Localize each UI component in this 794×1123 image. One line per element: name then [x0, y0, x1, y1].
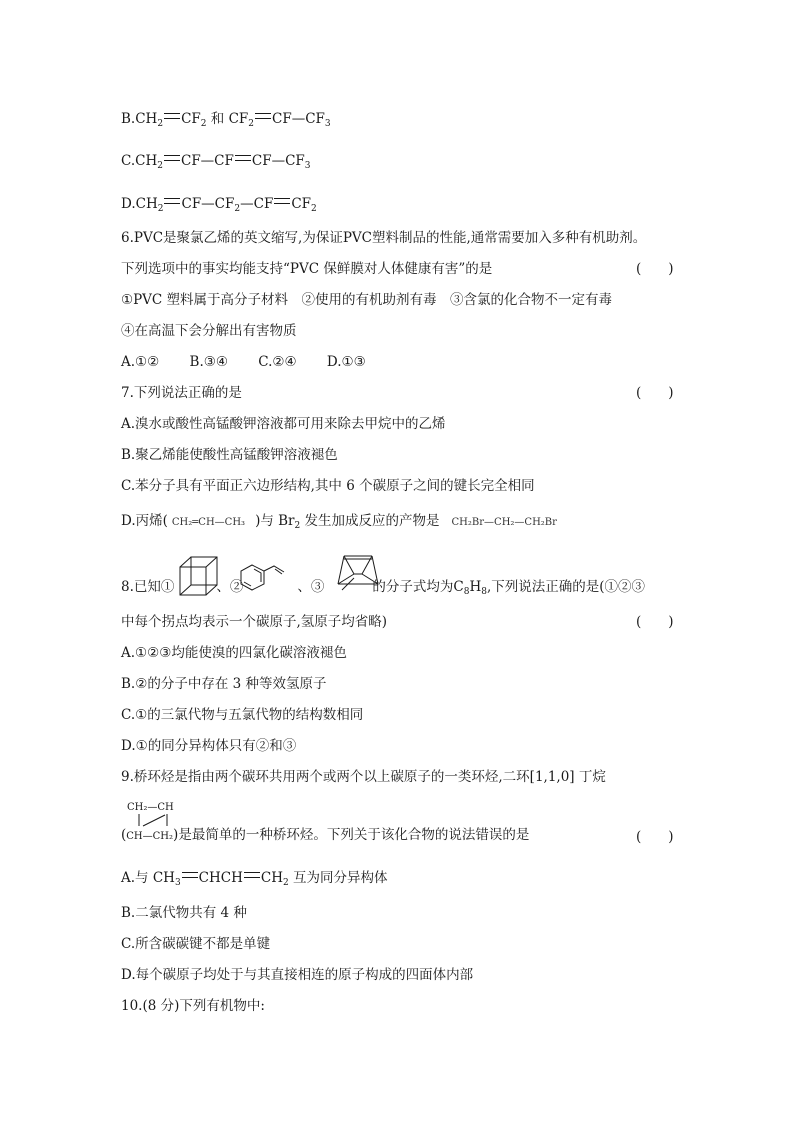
- q5-option-b: $B.CH_2$ $CF_2$ 和 $CF_2$ $CF—CF_3$: [121, 111, 331, 129]
- addition-product-formula: CH₂Br—CH₂—CH₂Br: [451, 517, 557, 528]
- q7-option-c: C.苯分子具有平面正六边形结构,其中 6 个碳原子之间的键长完全相同: [121, 478, 535, 494]
- q9-stem-line2: (CH—CH₂)是最简单的一种桥环烃。下列关于该化合物的说法错误的是: [121, 827, 530, 843]
- q8-answer-paren: ( ): [636, 614, 674, 630]
- q9-option-a: A.与 $CH_3$ CHCH $CH_2$ 互为同分异构体: [121, 870, 388, 888]
- q6-facts: ①PVC 塑料属于高分子材料 ②使用的有机助剂有毒 ③含氯的化合物不一定有毒: [121, 292, 613, 308]
- q6-answer-paren: ( ): [636, 261, 674, 277]
- q6-options: [121, 353, 392, 371]
- q8-stem-line2: 中每个拐点均表示一个碳原子,氢原子均省略): [121, 614, 388, 630]
- q9-stem-line1: 9.桥环烃是指由两个碳环共用两个或两个以上碳原子的一类环烃,二环[1,1,0] 丁烷: [121, 769, 606, 785]
- q10-stem: 10.(8 分)下列有机物中:: [121, 998, 265, 1014]
- q6-option-a: A.①②: [121, 354, 160, 370]
- styrene-structure: [240, 562, 296, 594]
- q8-option-b: B.②的分子中存在 3 种等效氢原子: [121, 676, 327, 692]
- q9-option-d: D.每个碳原子均处于与其直接相连的原子构成的四面体内部: [121, 967, 474, 983]
- q7-option-a: A.溴水或酸性高锰酸钾溶液都可用来除去甲烷中的乙烯: [121, 416, 446, 432]
- propene-formula: CH₂═CH—CH₃: [171, 517, 246, 528]
- q6-option-c: C.②④: [258, 354, 297, 370]
- q9-option-c: C.所含碳碳键不都是单键: [121, 936, 271, 952]
- q6-option-b: B.③④: [189, 354, 228, 370]
- q9-answer-paren: ( ): [636, 829, 674, 845]
- q7-answer-paren: ( ): [636, 385, 674, 401]
- q6-stem-line1: 6.PVC是聚氯乙烯的英文缩写,为保证PVC塑料制品的性能,通常需要加入多种有机助剂。: [121, 230, 647, 246]
- bicyclobutane-structure-top: CH₂—CH: [127, 802, 174, 813]
- q7-stem: 7.下列说法正确的是: [121, 385, 242, 401]
- bicyclobutane-bonds: [135, 813, 175, 827]
- q5-option-c: $C.CH_2$ CF—CF $CF—CF_3$: [121, 153, 311, 171]
- q6-stem-line2: 下列选项中的事实均能支持“PVC 保鲜膜对人体健康有害”的是: [121, 261, 493, 277]
- bicyclic-structure: [334, 550, 382, 596]
- q8-option-a: A.①②③均能使溴的四氯化碳溶液褪色: [121, 645, 347, 661]
- q7-option-d: D.丙烯( CH₂═CH—CH₃ )与 $Br_2$ 发生加成反应的产物是 CH₂Br—CH₂—CH₂Br: [121, 513, 557, 531]
- q6-option-d: D.①③: [326, 354, 366, 370]
- q7-option-b: B.聚乙烯能使酸性高锰酸钾溶液褪色: [121, 447, 338, 463]
- q9-option-b: B.二氯代物共有 4 种: [121, 905, 247, 921]
- q8-stem-line1: 8.已知① 、② 、③ 的分子式均为$C_8H_8$,下列说法正确的是(①②③: [121, 579, 646, 597]
- q8-option-d: D.①的同分异构体只有②和③: [121, 738, 297, 754]
- q8-option-c: C.①的三氯代物与五氯代物的结构数相同: [121, 707, 364, 723]
- q6-fact4: ④在高温下会分解出有害物质: [121, 323, 297, 339]
- cubane-structure: [177, 554, 221, 598]
- q5-option-d: $D.CH_2$ $CF—CF_2—CF$ $CF_2$: [121, 196, 317, 214]
- bicyclobutane-structure-bottom: CH—CH₂: [126, 831, 174, 842]
